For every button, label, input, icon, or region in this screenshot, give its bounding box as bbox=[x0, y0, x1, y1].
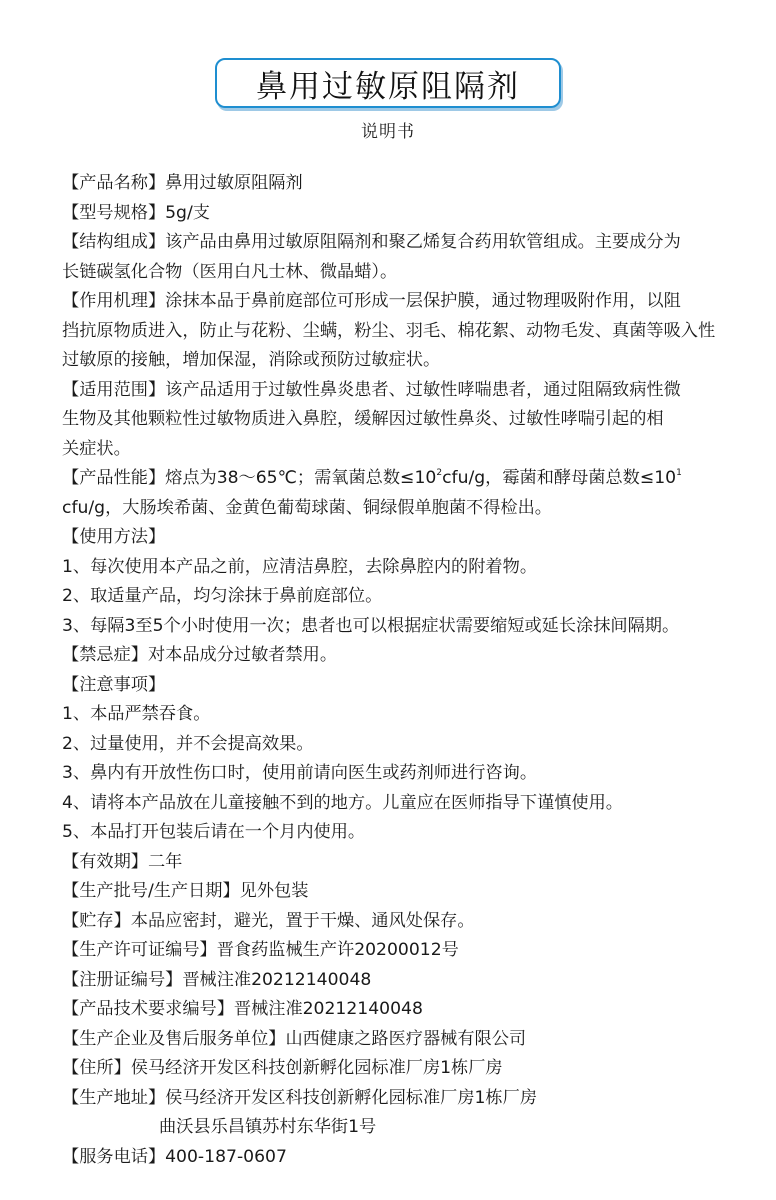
exponent: 2 bbox=[436, 468, 443, 478]
text-line: 【贮存】本品应密封，避光，置于干燥、通风处保存。 bbox=[62, 910, 475, 931]
text-line: 【型号规格】5g/支 bbox=[62, 202, 210, 223]
text-line: 【生产企业及售后服务单位】山西健康之路医疗器械有限公司 bbox=[62, 1028, 527, 1049]
text-line: 【使用方法】 bbox=[62, 527, 166, 547]
text-line: 4、请将本产品放在儿童接触不到的地方。儿童应在医师指导下谨慎使用。 bbox=[62, 792, 623, 813]
text-line: 【适用范围】该产品适用于过敏性鼻炎患者、过敏性哮喘患者，通过阻隔致病性微 bbox=[62, 379, 681, 400]
exponent: 1 bbox=[676, 468, 682, 478]
text-line: 【注意事项】 bbox=[62, 674, 166, 695]
text-line: 1、每次使用本产品之前，应清洁鼻腔，去除鼻腔内的附着物。 bbox=[62, 556, 538, 577]
text-line: 2、过量使用，并不会提高效果。 bbox=[62, 733, 314, 754]
text-line: 【产品名称】鼻用过敏原阻隔剂 bbox=[62, 173, 303, 193]
text-line: 过敏原的接触，增加保湿，消除或预防过敏症状。 bbox=[62, 350, 441, 370]
text-line: 【生产批号/生产日期】见外包装 bbox=[62, 881, 309, 901]
text-line: cfu/g，大肠埃希菌、金黄色葡萄球菌、铜绿假单胞菌不得检出。 bbox=[62, 497, 552, 518]
instructions-body bbox=[62, 169, 762, 1172]
text-line: 挡抗原物质进入，防止与花粉、尘螨，粉尘、羽毛、棉花絮、动物毛发、真菌等吸入性 bbox=[62, 320, 716, 341]
performance-line bbox=[62, 464, 762, 494]
text-line: 【产品技术要求编号】晋械注准20212140048 bbox=[62, 999, 423, 1019]
performance-text: 【产品性能】熔点为38～65℃；需氧菌总数≤10 bbox=[62, 468, 437, 488]
text-line: 【禁忌症】对本品成分过敏者禁用。 bbox=[62, 645, 338, 665]
text-line: 2、取适量产品，均匀涂抹于鼻前庭部位。 bbox=[62, 586, 383, 606]
address-line: 曲沃县乐昌镇苏村东华街1号 bbox=[159, 1117, 377, 1137]
text-line: 3、每隔3至5个小时使用一次；患者也可以根据症状需要缩短或延长涂抹间隔期。 bbox=[62, 615, 680, 636]
document-subtitle: 说明书 bbox=[361, 122, 415, 142]
text-line: 3、鼻内有开放性伤口时，使用前请向医生或药剂师进行咨询。 bbox=[62, 763, 538, 783]
text-line: 长链碳氢化合物（医用白凡士林、微晶蜡）。 bbox=[62, 261, 398, 282]
text-line: 关症状。 bbox=[62, 438, 131, 459]
text-line: 生物及其他颗粒性过敏物质进入鼻腔，缓解因过敏性鼻炎、过敏性哮喘引起的相 bbox=[62, 409, 664, 429]
text-line: 【作用机理】涂抹本品于鼻前庭部位可形成一层保护膜，通过物理吸附作用，以阻 bbox=[62, 291, 681, 311]
text-line: 【生产地址】侯马经济开发区科技创新孵化园标准厂房1栋厂房 bbox=[62, 1087, 538, 1108]
text-line: 5、本品打开包装后请在一个月内使用。 bbox=[62, 822, 366, 842]
performance-text: cfu/g，霉菌和酵母菌总数≤10 bbox=[442, 468, 677, 488]
text-line: 【结构组成】该产品由鼻用过敏原阻隔剂和聚乙烯复合药用软管组成。主要成分为 bbox=[62, 232, 681, 252]
text-line: 【住所】侯马经济开发区科技创新孵化园标准厂房1栋厂房 bbox=[62, 1058, 503, 1078]
title-box bbox=[215, 58, 561, 108]
text-line: 【有效期】二年 bbox=[62, 851, 183, 872]
text-line: 1、本品严禁吞食。 bbox=[62, 704, 211, 724]
text-line: 【生产许可证编号】晋食药监械生产许20200012号 bbox=[62, 940, 459, 960]
document-title: 鼻用过敏原阻隔剂 bbox=[256, 68, 520, 105]
text-line: 【注册证编号】晋械注准20212140048 bbox=[62, 969, 372, 990]
phone-line: 【服务电话】400-187-0607 bbox=[62, 1146, 287, 1167]
